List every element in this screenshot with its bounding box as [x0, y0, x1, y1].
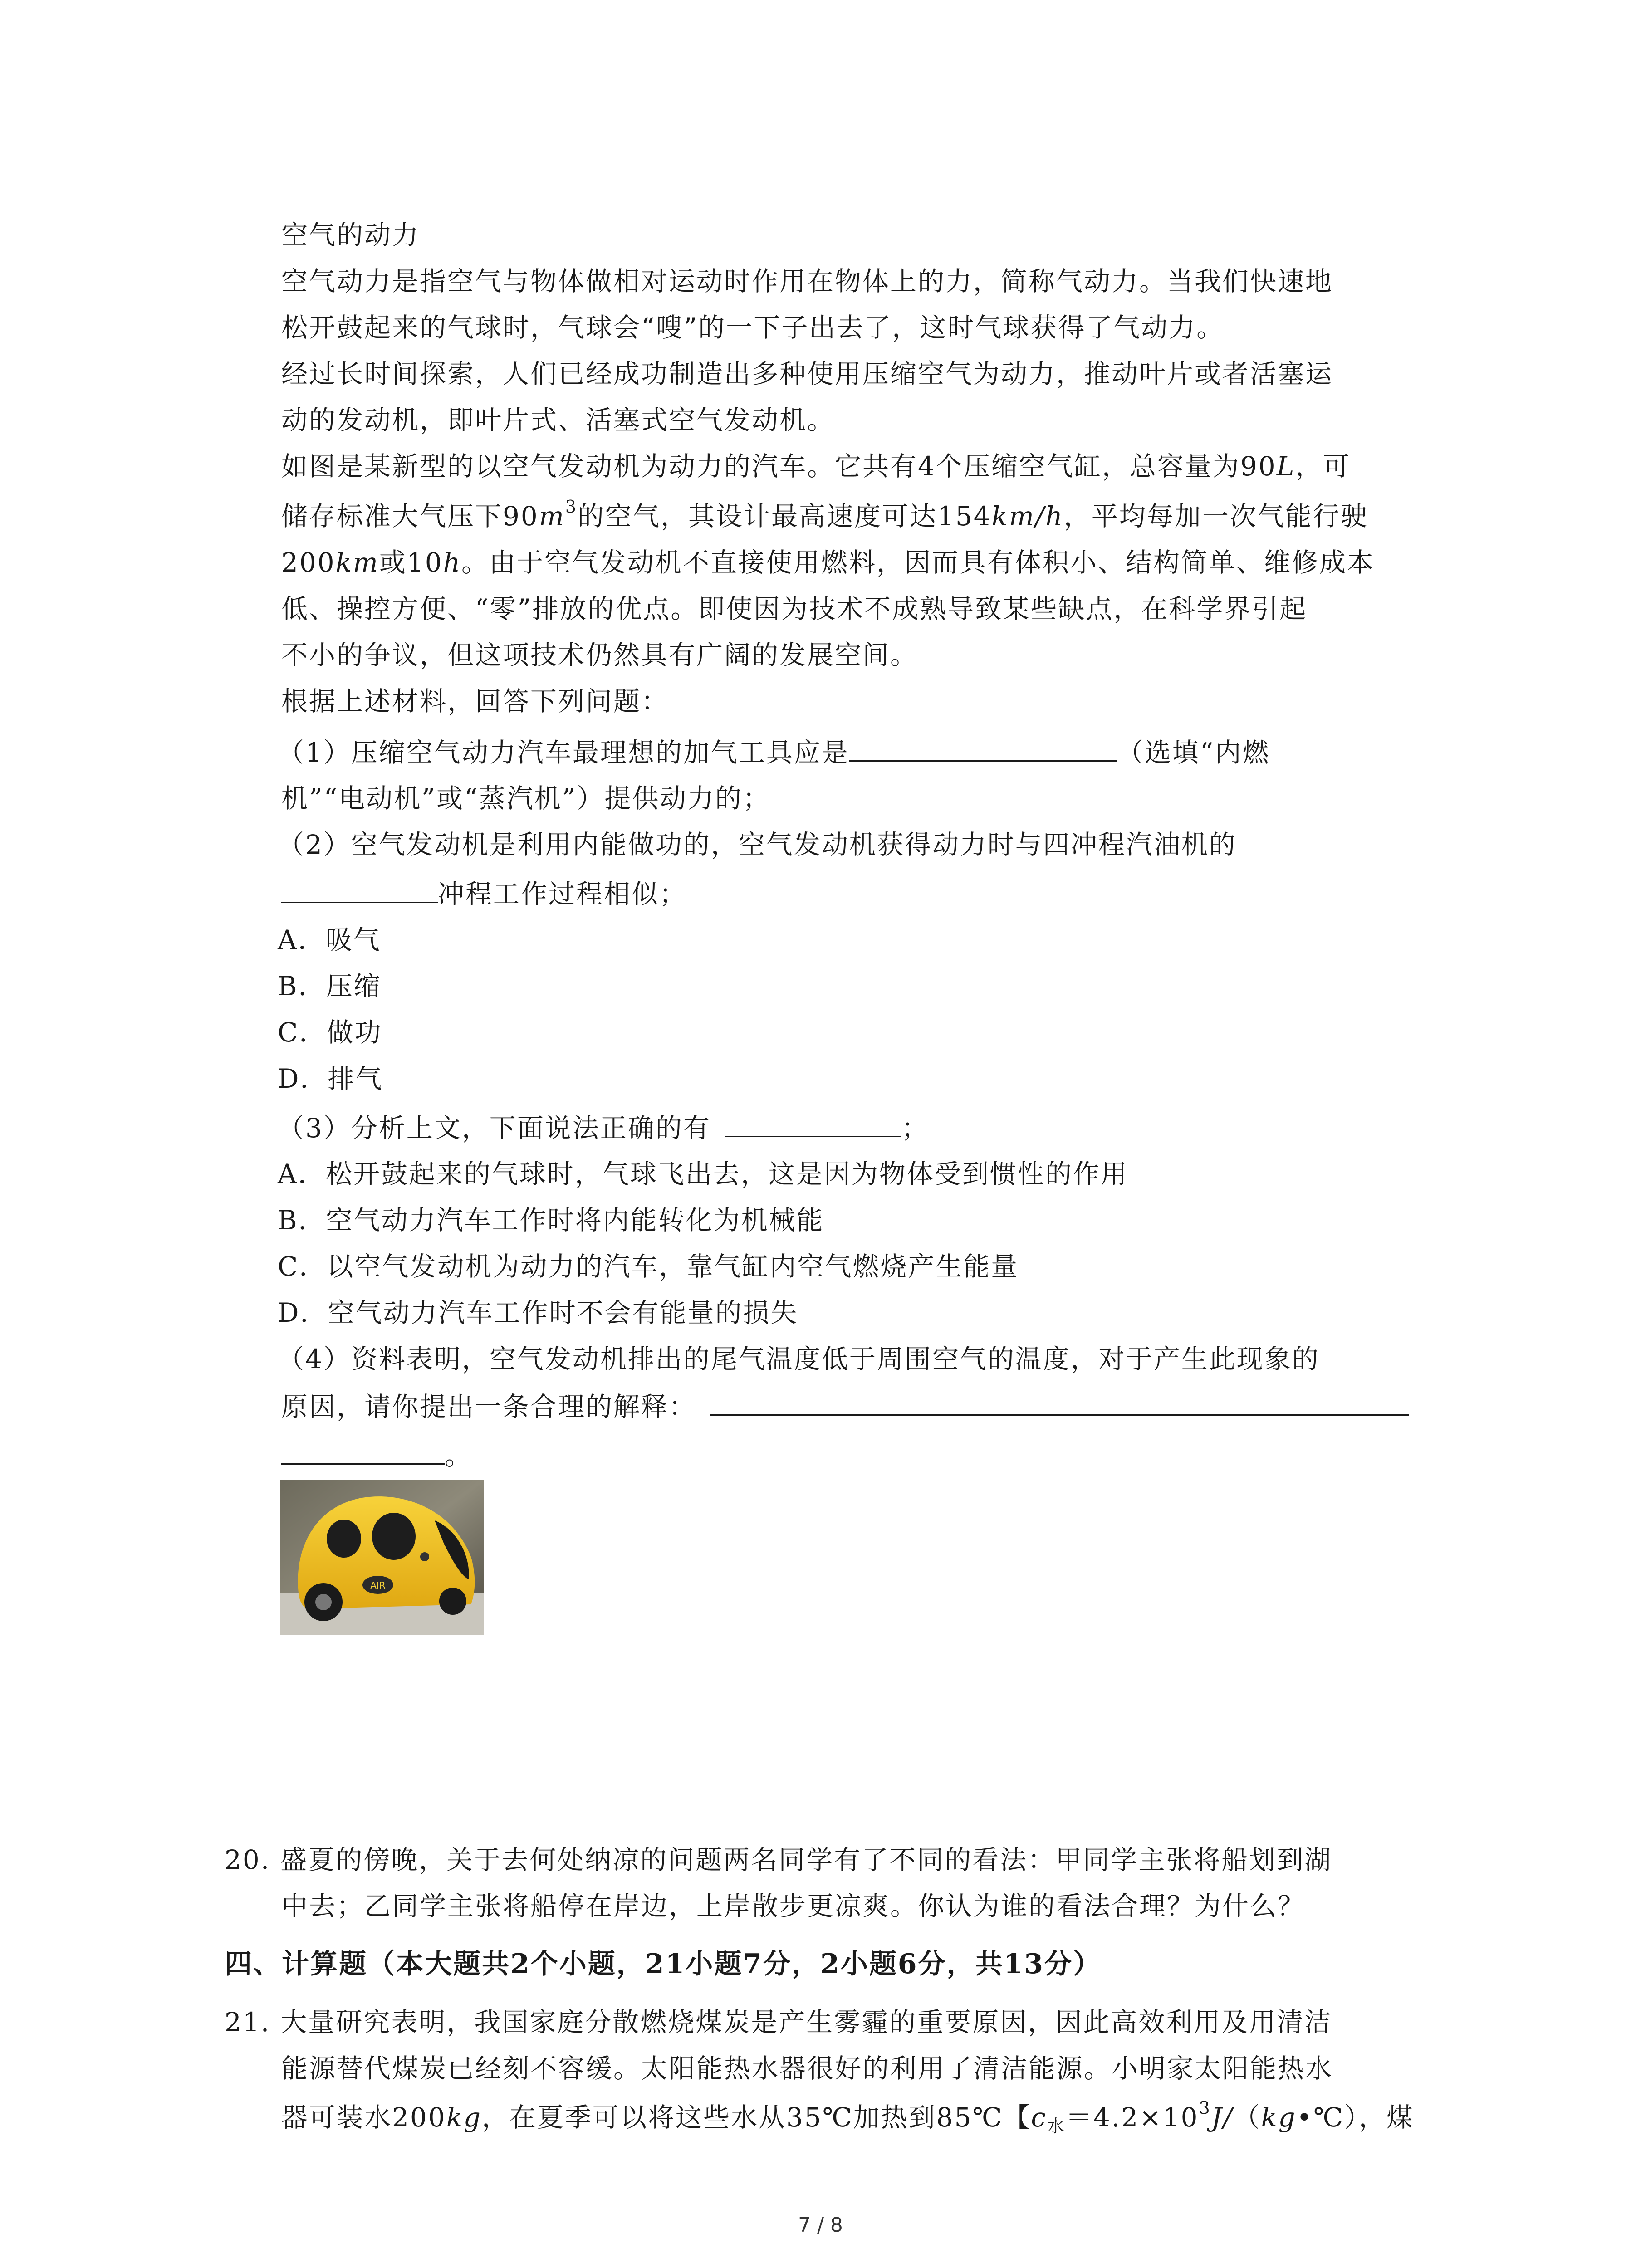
passage-paragraph-3a: 如图是某新型的以空气发动机为动力的汽车。它共有4个压缩空气缸，总容量为90L，可 [281, 451, 1351, 482]
answer-blank-q4a[interactable] [710, 1388, 1409, 1416]
q3-option-b: B．空气动力汽车工作时将内能转化为机械能 [278, 1205, 824, 1236]
question-20-line-2: 中去；乙同学主张将船停在岸边，上岸散步更凉爽。你认为谁的看法合理？为什么？ [281, 1891, 1306, 1921]
question-2-line-2: 冲程工作过程相似； [281, 875, 687, 912]
question-4-line-3: 。 [281, 1437, 472, 1474]
passage-paragraph-3b: 储存标准大气压下$90m^3$的空气，其设计最高速度可达154km/h，平均每加一次气能行驶 [281, 497, 1368, 532]
car-badge-text: AIR [370, 1580, 386, 1591]
question-21-line-1: 21. 大量研究表明，我国家庭分散燃烧煤炭是产生雾霾的重要原因，因此高效利用及用清洁 [225, 2007, 1332, 2038]
q2-option-d: D．排气 [278, 1063, 383, 1094]
answer-blank-q2[interactable] [281, 875, 438, 903]
passage-paragraph-2b: 动的发动机，即叶片式、活塞式空气发动机。 [281, 405, 835, 435]
passage-paragraph-3d: 低、操控方便、“零”排放的优点。即使因为技术不成熟导致某些缺点，在科学界引起 [281, 593, 1308, 624]
passage-title: 空气的动力 [281, 220, 420, 250]
question-4-line-1: （4）资料表明，空气发动机排出的尾气温度低于周围空气的温度，对于产生此现象的 [278, 1344, 1320, 1374]
passage-paragraph-2a: 经过长时间探索，人们已经成功制造出多种使用压缩空气为动力，推动叶片或者活塞运 [281, 358, 1333, 389]
question-3-line-1: （3）分析上文，下面说法正确的有 ； [278, 1110, 929, 1146]
question-21-line-2: 能源替代煤炭已经刻不容缓。太阳能热水器很好的利用了清洁能源。小明家太阳能热水 [281, 2053, 1333, 2084]
question-1-line-2: 机”“电动机”或“蒸汽机”）提供动力的； [281, 783, 771, 814]
answer-blank-q3[interactable] [725, 1110, 901, 1137]
question-1-line-1: （1）压缩空气动力汽车最理想的加气工具应是 （选填“内燃 [278, 734, 1270, 771]
passage-paragraph-3e: 不小的争议，但这项技术仍然具有广阔的发展空间。 [281, 640, 918, 670]
section-4-heading: 四、计算题（本大题共2个小题，21小题7分，2小题6分，共13分） [225, 1948, 1102, 1980]
q3-option-a: A．松开鼓起来的气球时，气球飞出去，这是因为物体受到惯性的作用 [278, 1158, 1128, 1189]
answer-blank-q1[interactable] [849, 734, 1117, 762]
passage-paragraph-3c: 200km或10h。由于空气发动机不直接使用燃料，因而具有体积小、结构简单、维修成本 [281, 547, 1375, 578]
passage-prompt: 根据上述材料，回答下列问题： [281, 686, 669, 717]
question-20-line-1: 20. 盛夏的傍晚，关于去何处纳凉的问题两名同学有了不同的看法：甲同学主张将船划到湖 [225, 1844, 1332, 1875]
q2-option-a: A．吸气 [278, 924, 381, 955]
passage-paragraph-1a: 空气动力是指空气与物体做相对运动时作用在物体上的力，简称气动力。当我们快速地 [281, 266, 1333, 297]
q2-option-c: C．做功 [278, 1017, 382, 1048]
question-21-line-3: 器可装水200kg，在夏季可以将这些水从35℃加热到85℃【$c_水=4.2\times 10^3J/(kg•℃)$，煤 [281, 2098, 1414, 2136]
q3-option-c: C．以空气发动机为动力的汽车，靠气缸内空气燃烧产生能量 [278, 1251, 1019, 1282]
q3-option-d: D．空气动力汽车工作时不会有能量的损失 [278, 1297, 798, 1328]
question-4-line-2: 原因，请你提出一条合理的解释： [281, 1388, 1409, 1425]
passage-paragraph-1b: 松开鼓起来的气球时，气球会“嗖”的一下子出去了，这时气球获得了气动力。 [281, 312, 1225, 343]
q2-option-b: B．压缩 [278, 971, 382, 1002]
question-2-line-1: （2）空气发动机是利用内能做功的，空气发动机获得动力时与四冲程汽油机的 [278, 829, 1237, 860]
page-number: 7 / 8 [798, 2214, 843, 2237]
air-car-photo [280, 1480, 484, 1635]
answer-blank-q4b[interactable] [281, 1437, 445, 1465]
